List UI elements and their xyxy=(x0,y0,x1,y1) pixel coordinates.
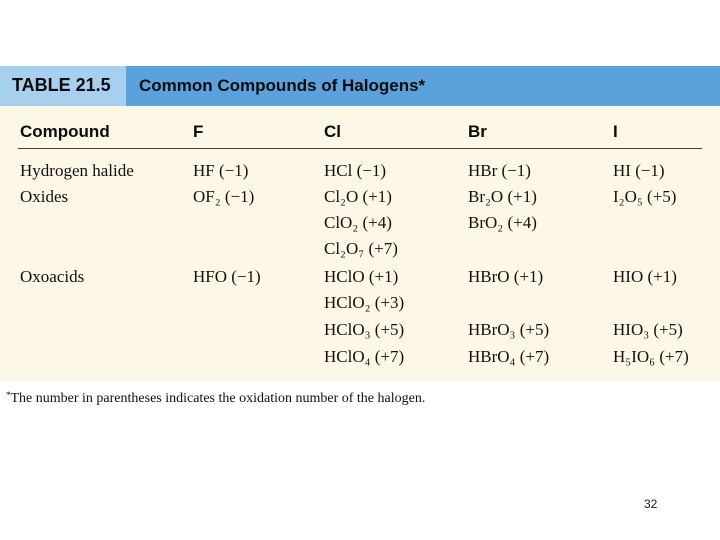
cell-br: HBrO₃ (+5) xyxy=(468,320,550,339)
column-header-f: F xyxy=(193,122,204,141)
halogen-compounds-table xyxy=(0,66,720,381)
cell-i: HIO₃ (+5) xyxy=(613,320,683,339)
row-category-oxoacids: Oxoacids xyxy=(20,267,85,286)
cell-br: HBrO₄ (+7) xyxy=(468,347,550,366)
table-tag xyxy=(0,66,126,106)
footnote-marker: * xyxy=(6,390,11,400)
cell-i: HI (−1) xyxy=(613,161,665,180)
cell-br: BrO₂ (+4) xyxy=(468,213,537,232)
cell-cl: HCl (−1) xyxy=(324,161,386,180)
page-number: 32 xyxy=(644,497,658,511)
row-category-hydrogen-halide: Hydrogen halide xyxy=(20,161,134,180)
cell-br: HBr (−1) xyxy=(468,161,531,180)
footnote-text: The number in parentheses indicates the oxidation number of the halogen. xyxy=(10,391,426,406)
cell-cl: HClO (+1) xyxy=(324,267,399,286)
cell-cl: HClO₃ (+5) xyxy=(324,320,405,339)
cell-br: HBrO (+1) xyxy=(468,267,544,286)
cell-cl: Cl₂O₇ (+7) xyxy=(324,239,398,258)
cell-cl: HClO₄ (+7) xyxy=(324,347,405,366)
cell-br: Br₂O (+1) xyxy=(468,187,537,206)
table-number: TABLE 21.5 xyxy=(12,75,111,95)
cell-f: HFO (−1) xyxy=(193,267,261,286)
cell-cl: Cl₂O (+1) xyxy=(324,187,392,206)
cell-i: HIO (+1) xyxy=(613,267,677,286)
column-header-compound: Compound xyxy=(20,122,110,141)
cell-f: OF₂ (−1) xyxy=(193,187,255,206)
table-banner xyxy=(0,66,720,106)
cell-f: HF (−1) xyxy=(193,161,249,180)
header-rule xyxy=(18,148,702,149)
cell-i: I₂O₅ (+5) xyxy=(613,187,677,206)
table-title: Common Compounds of Halogens* xyxy=(139,76,426,95)
row-category-oxides: Oxides xyxy=(20,187,69,206)
column-header-cl: Cl xyxy=(324,122,341,141)
column-header-i: I xyxy=(613,122,618,141)
cell-i: H₅IO₆ (+7) xyxy=(613,347,689,366)
table-footnote xyxy=(6,390,425,407)
cell-cl: ClO₂ (+4) xyxy=(324,213,392,232)
cell-cl: HClO₂ (+3) xyxy=(324,293,405,312)
column-header-br: Br xyxy=(468,122,487,141)
